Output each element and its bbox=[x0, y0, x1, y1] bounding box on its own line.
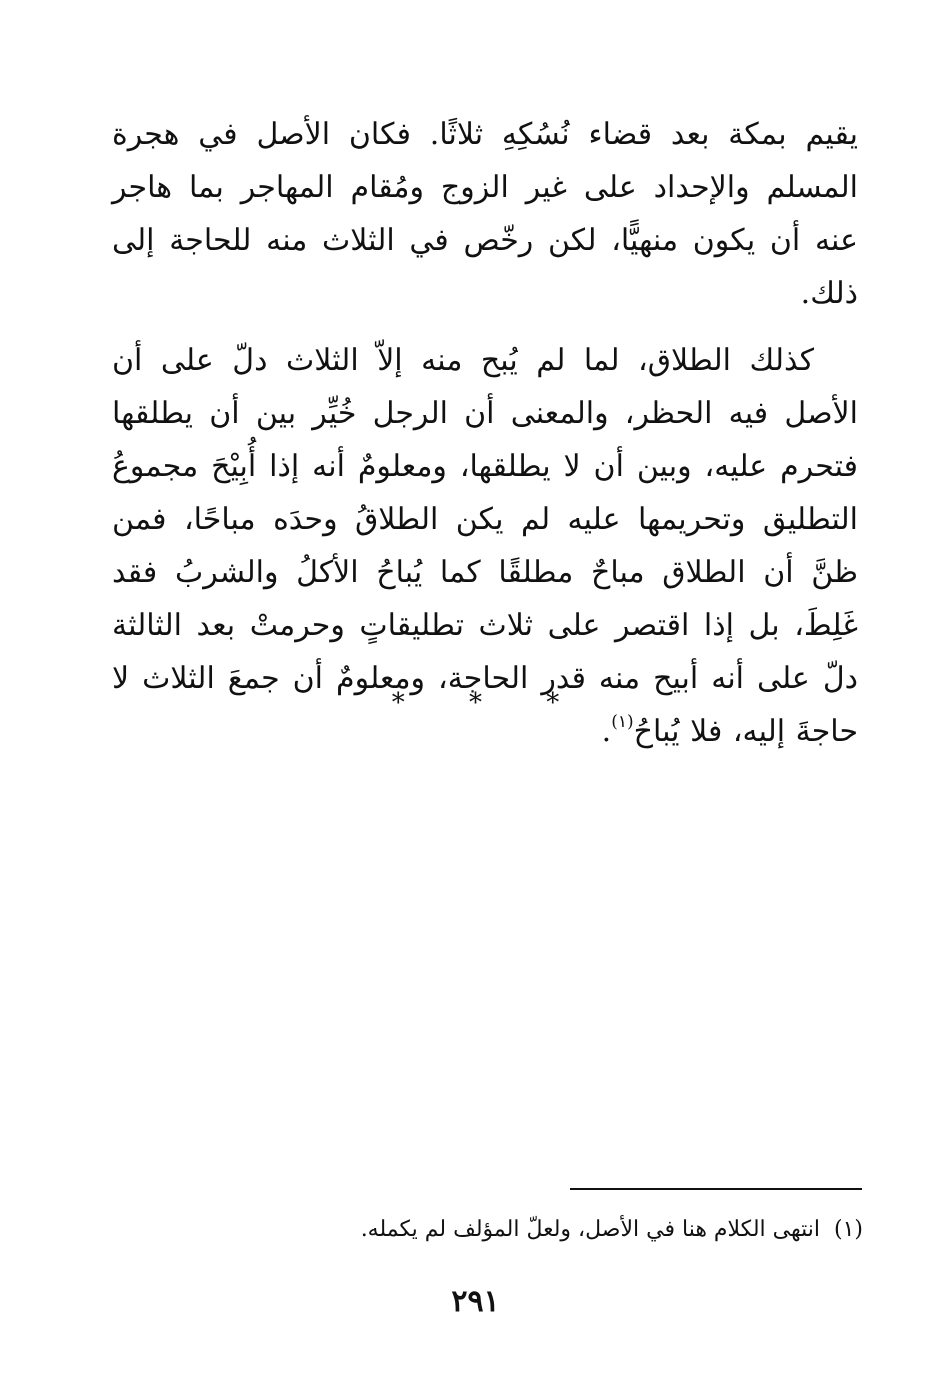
footnote-text: انتهى الكلام هنا في الأصل، ولعلّ المؤلف لم يكمله. bbox=[360, 1217, 820, 1242]
footnote-number: (١) bbox=[833, 1217, 863, 1242]
paragraph-text: يقيم بمكة بعد قضاء نُسُكِهِ ثلاثًا. فكان الأصل في هجرة المسلم والإحداد على غير الزوج ومُقام المهاجر بما هاجر عنه أن يكون منهيًّا، لكن رخّص في الثلاث منه للحاجة إلى ذلك. bbox=[112, 117, 858, 311]
paragraph-text: كذلك الطلاق، لما لم يُبح منه إلاّ الثلاث دلّ على أن الأصل فيه الحظر، والمعنى أن الرجل خُيِّر بين أن يطلقها فتحرم عليه، وبين أن لا يطلقها، ومعلومٌ أنه إذا أُبِيْحَ مجموعُ التطليق وتحريمها عليه لم يكن الطلاقُ وحدَه مباحًا، فمن ظنَّ أن الطلاق مباحٌ مطلقًا كما يُباحُ الأكلُ والشربُ فقد غَلِطَ، بل إذا اقتصر على ثلاث تطليقاتٍ وحرمتْ بعد الثالثة دلّ على أنه أبيح منه قدر الحاجة، ومعلومٌ أن جمعَ الثلاث لا حاجةَ إليه، فلا يُباحُ bbox=[112, 343, 858, 749]
page-number: ٢٩١ bbox=[451, 1284, 500, 1319]
footnote-reference[interactable]: (١) bbox=[611, 712, 634, 732]
paragraph-end-punctuation: . bbox=[601, 714, 612, 749]
footnote-divider bbox=[570, 1188, 862, 1190]
section-separator: * * * bbox=[391, 688, 588, 718]
paragraph bbox=[112, 108, 858, 320]
main-text bbox=[112, 108, 858, 758]
footnote bbox=[203, 1214, 863, 1246]
